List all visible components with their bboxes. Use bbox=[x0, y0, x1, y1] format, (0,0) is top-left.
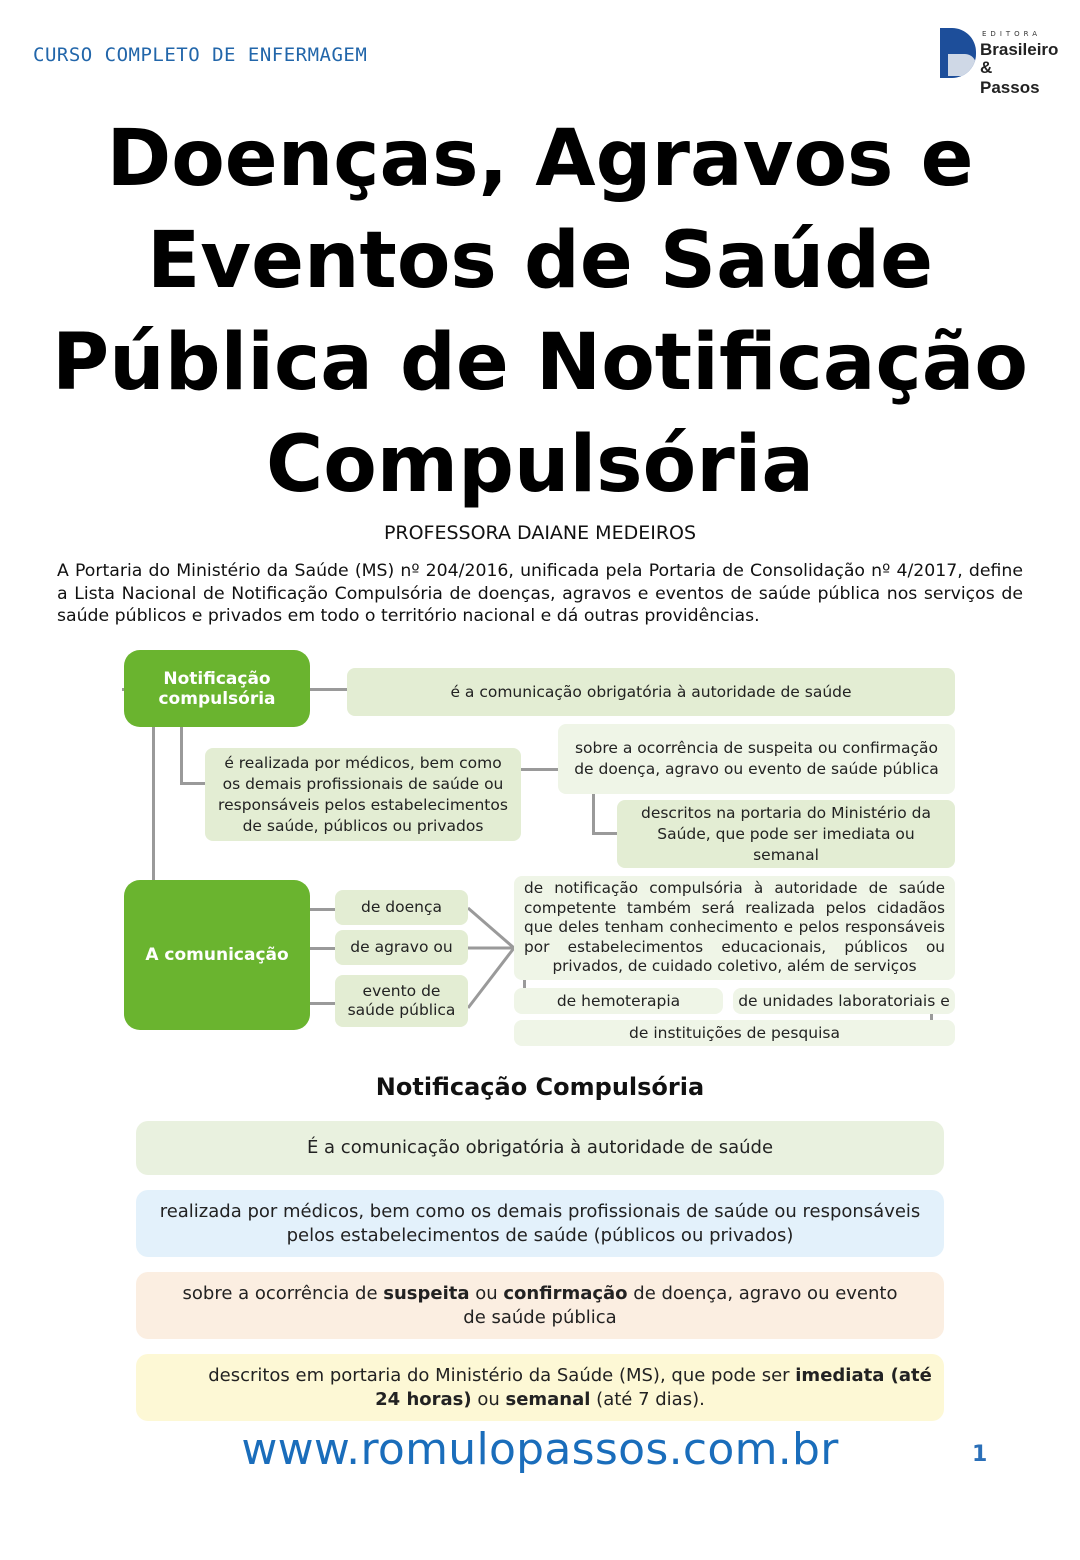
about-occurrence-node: sobre a ocorrência de suspeita ou confirmação de doença, agravo ou evento de saúde pública bbox=[558, 724, 955, 794]
title-line-3: Pública de Notificação bbox=[52, 318, 1028, 408]
summary-box-3-line-1: sobre a ocorrência de suspeita ou confirmação de doença, agravo ou evento bbox=[182, 1282, 898, 1304]
website-link[interactable]: www.romulopassos.com.br bbox=[241, 1424, 839, 1475]
summary-box-1-text: É a comunicação obrigatória à autoridade de saúde bbox=[306, 1137, 774, 1158]
logo-mark-icon bbox=[940, 28, 976, 78]
page-title bbox=[40, 108, 1040, 516]
author-name: PROFESSORA DAIANE MEDEIROS bbox=[383, 522, 697, 544]
summary-box-1 bbox=[136, 1121, 944, 1175]
connector-line bbox=[310, 688, 348, 691]
labs-node: de unidades laboratoriais e bbox=[733, 988, 955, 1014]
comm-item-doenca: de doença bbox=[335, 890, 468, 925]
section-title: Notificação Compulsória bbox=[375, 1073, 705, 1101]
summary-box-3 bbox=[136, 1272, 944, 1339]
course-header: CURSO COMPLETO DE ENFERMAGEM bbox=[33, 44, 368, 66]
summary-box-4-line-1: descritos em portaria do Ministério da Saúde (MS), que pode ser imediata (até bbox=[208, 1364, 932, 1386]
summary-box-2 bbox=[136, 1190, 944, 1257]
connector-line bbox=[180, 782, 206, 785]
summary-box-4-line-2: 24 horas) ou semanal (até 7 dias). bbox=[375, 1388, 705, 1410]
title-line-1: Doenças, Agravos e bbox=[106, 114, 974, 204]
citizens-node: de notificação compulsória à autoridade de saúde competente também será realizada pelos cidadãos que deles tenham conhecimento e pelos responsáveis por estabelecimentos educacionais, públicos ou privados, de cuidado coletivo, além de serviços bbox=[514, 876, 955, 980]
connector-line bbox=[180, 726, 183, 784]
comm-item-agravo: de agravo ou bbox=[335, 930, 468, 965]
comm-item-evento: evento de saúde pública bbox=[335, 975, 468, 1027]
summary-box-2-line-1: realizada por médicos, bem como os demais profissionais de saúde ou responsáveis bbox=[159, 1200, 921, 1222]
hemotherapy-node: de hemoterapia bbox=[514, 988, 723, 1014]
logo-brand-line-1: Brasileiro bbox=[980, 40, 1059, 59]
connector-line bbox=[310, 947, 336, 950]
logo-editora-text: EDITORA bbox=[982, 30, 1042, 38]
connector-line bbox=[521, 768, 559, 771]
summary-box-4 bbox=[136, 1354, 944, 1421]
page-number: 1 bbox=[972, 1442, 988, 1467]
convergence-arrow bbox=[466, 900, 518, 1010]
connector-line bbox=[310, 908, 336, 911]
described-node: descritos na portaria do Ministério da Saúde, que pode ser imediata ou semanal bbox=[617, 800, 955, 868]
a-comunicacao-node: A comunicação bbox=[124, 880, 310, 1030]
summary-box-3-line-2: de saúde pública bbox=[463, 1306, 617, 1328]
logo-brand-line-2: & Passos bbox=[980, 58, 1040, 97]
connector-line bbox=[152, 726, 155, 882]
connector-line bbox=[592, 832, 618, 835]
title-line-2: Eventos de Saúde bbox=[147, 216, 933, 306]
notif-title-line-1: Notificação bbox=[163, 668, 271, 689]
publisher-logo bbox=[940, 28, 1059, 97]
research-node: de instituições de pesquisa bbox=[514, 1020, 955, 1046]
performed-by-node: é realizada por médicos, bem como os demais profissionais de saúde ou responsáveis pelos estabelecimentos de saúde, públicos ou privados bbox=[205, 748, 521, 841]
intro-paragraph: A Portaria do Ministério da Saúde (MS) nº 204/2016, unificada pela Portaria de Consolidação nº 4/2017, define a Lista Nacional de Notificação Compulsória de doenças, agravos e eventos de saúde pública nos serviços de saúde públicos e privados em todo o território nacional e dá outras providências. bbox=[57, 561, 1023, 626]
connector-line bbox=[310, 1002, 336, 1005]
summary-box-2-line-2: pelos estabelecimentos de saúde (públicos ou privados) bbox=[286, 1224, 794, 1246]
notif-title-line-2: compulsória bbox=[158, 688, 276, 709]
definition-node: é a comunicação obrigatória à autoridade de saúde bbox=[347, 668, 955, 716]
notificacao-compulsoria-node bbox=[124, 650, 310, 727]
title-line-4: Compulsória bbox=[265, 420, 815, 510]
connector-line bbox=[592, 794, 595, 834]
